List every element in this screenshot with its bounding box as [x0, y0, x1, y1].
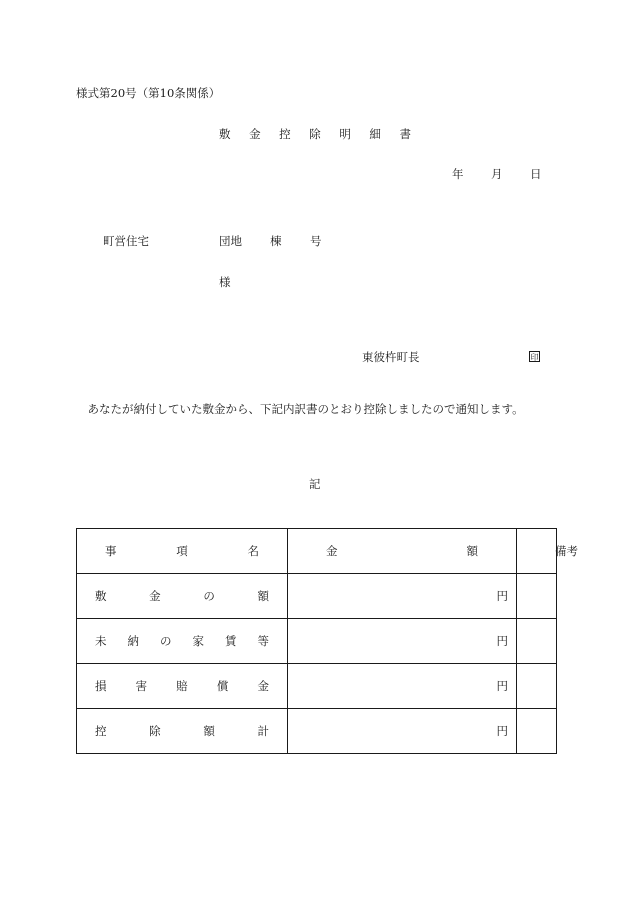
honorific-sama: 様: [219, 275, 231, 289]
table-header-row: [77, 529, 557, 574]
header-item: [77, 529, 288, 574]
title-char: 金: [249, 127, 261, 141]
item-char: 控: [95, 724, 107, 738]
table-row: [77, 709, 557, 754]
item-name: [77, 619, 288, 664]
breakdown-table: [76, 528, 578, 754]
header-char: 額: [466, 544, 478, 558]
item-name: [77, 709, 288, 754]
remarks-cell: [517, 574, 557, 619]
document-title: [219, 126, 411, 142]
item-char: の: [203, 589, 215, 603]
amount-cell: [288, 574, 517, 619]
yen-unit: 円: [496, 679, 508, 693]
header-char: 考: [566, 544, 578, 558]
seal-mark: 印: [530, 353, 539, 362]
date-month-label: 月: [491, 167, 503, 181]
remarks-cell: [517, 709, 557, 754]
item-char: 賃: [225, 634, 237, 648]
item-char: 償: [216, 679, 229, 693]
form-number: 様式第20号（第10条関係）: [76, 86, 221, 100]
item-char: 等: [257, 634, 269, 648]
item-char: 損: [95, 679, 107, 693]
yen-unit: 円: [496, 634, 508, 648]
remarks-cell: [517, 664, 557, 709]
item-char: 賠: [176, 679, 188, 693]
item-char: の: [160, 634, 172, 648]
remarks-cell: [517, 619, 557, 664]
item-char: 未: [95, 634, 107, 648]
amount-cell: [288, 619, 517, 664]
header-char: 項: [176, 544, 188, 558]
header-remarks: [517, 529, 578, 574]
item-char: 納: [127, 634, 139, 648]
title-char: 書: [399, 127, 411, 141]
item-name: [77, 664, 288, 709]
header-char: 備: [555, 544, 567, 558]
item-char: 額: [257, 589, 269, 603]
table-row: [77, 574, 557, 619]
building-label: 棟: [270, 234, 282, 248]
issuer-name: 東彼杵町長: [362, 350, 420, 364]
item-name: [77, 574, 288, 619]
yen-unit: 円: [496, 589, 508, 603]
yen-unit: 円: [496, 724, 508, 738]
item-char: 金: [257, 679, 269, 693]
item-char: 計: [257, 724, 269, 738]
item-char: 家: [192, 634, 204, 648]
item-char: 敷: [95, 589, 107, 603]
date-day-label: 日: [530, 167, 542, 181]
complex-label: 団地: [219, 234, 242, 248]
date-year-label: 年: [452, 167, 464, 181]
amount-cell: [288, 709, 517, 754]
item-char: 害: [135, 679, 148, 693]
table-row: [77, 619, 557, 664]
issuer-seal: [529, 349, 540, 363]
title-char: 敷: [219, 127, 231, 141]
title-char: 明: [339, 127, 351, 141]
title-char: 控: [279, 127, 291, 141]
header-char: 事: [105, 544, 117, 558]
header-char: 金: [326, 544, 338, 558]
item-char: 額: [203, 724, 215, 738]
item-char: 金: [149, 589, 161, 603]
header-amount: [288, 529, 517, 574]
item-char: 除: [149, 724, 161, 738]
title-char: 細: [369, 127, 381, 141]
housing-label: 町営住宅: [103, 234, 149, 248]
header-char: 名: [247, 544, 259, 558]
amount-cell: [288, 664, 517, 709]
body-text: あなたが納付していた敷金から、下記内訳書のとおり控除しましたので通知します。: [76, 402, 524, 416]
ki-heading: 記: [309, 477, 321, 491]
table-row: [77, 664, 557, 709]
unit-number-label: 号: [310, 234, 322, 248]
title-char: 除: [309, 127, 321, 141]
